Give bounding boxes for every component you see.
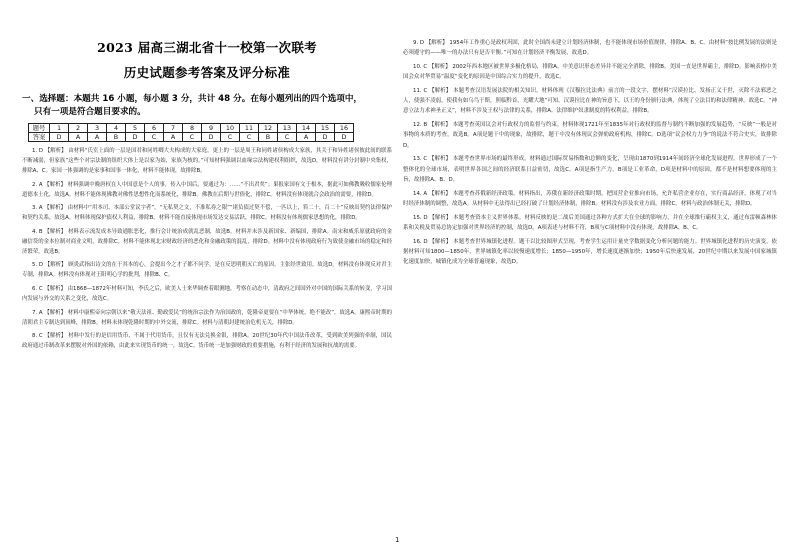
explanation-item-5: 5. D 【解析】 顾炎武指出诗文的在于其本的心，会提出今之才子都不问学。是在反思明朝灭亡的原因，主张经世致用。故选D。材料没有体现反对君主专制，排除A。材料没有体现对王阳明心学的批判，排除B、C。 (22, 262, 392, 279)
explanation-item-14: 14. A 【解析】 本题考查苏俄新经济政策。材料指出，苏俄在新经济政策时期，把国营企业推向市场，允许私营企业存在，实行商品经济，体现了对当时经济体制的调整，故选A。从材料中无法得出已经打破了计划经济体制，排除B。材料没有涉及农业方面，排除C。材料与政治体制无关，排除D。 (403, 190, 777, 207)
section-heading-line2: 只有一项是符合题目要求的。 (34, 107, 146, 117)
document-title: 2023 届高三湖北省十一校第一次联考 (97, 40, 317, 55)
question-number-cell: 15 (316, 124, 335, 133)
section-heading-line1: 一、选择题：本题共 16 小题，每小题 3 分，共计 48 分。在每小题列出的四个选项中， (22, 94, 363, 104)
explanation-item-6: 6. C 【解析】 由1868—1872年材料可知，李氏之后，欧美人士来华调查着眼测地，考察在动态中，清政府之间国外对中国的国际关系的转变，学习国内发展与外交的关系之变化，故选C。 (22, 285, 392, 302)
explanation-item-12: 12. B 【解析】 本题考查英国议会对行政权力的监督与约束。材料体现1721年至1835年对行政权的监督与制约不断加强的发展趋势，“反映”一般是对事物的本质的考查，故选B。A项是题干中的现象，故排除，题干中没有体现议会弹劾政府机构，排除C。D选项“议会权力力争”的说法不符合史实，故排除D。 (403, 122, 777, 149)
answer-cell: D (202, 133, 221, 142)
answer-cell: C (278, 133, 297, 142)
question-number-cell: 11 (240, 124, 259, 133)
question-number-cell: 12 (259, 124, 278, 133)
question-number-cell: 2 (69, 124, 88, 133)
document-subtitle: 历史试题参考答案及评分标准 (123, 65, 291, 80)
explanation-item-3: 3. A 【解析】 由材料中“用本司、本部公堂议字者”，“无私契之文，不准私券之限”“诸负债过契不偿，一匹以上，笞二十，百二十”反映出契约法律保护和契约关系，故选A。材料体现保护债权人利益，排除B。材料不能直接体现市场发达交易活跃，排除C。材料没有体现儒家思想的化，排除D。 (22, 205, 392, 222)
explanation-item-4: 4. B 【解析】 材料表示流发成本导致通胀恶化，推行会计统治成就乱恶制，故选B。材料并未涉及新国家、新编国，排除A。南宋和威乐原就政府的金融信贷的金本位制对商业文明，故排除C。材料不能体现北宋财政经济的恶化和金融政策的混乱，排除D。材料中没有体现政府行为致使金融市场的稳定和经济繁荣，故选B。 (22, 228, 392, 255)
question-number-cell: 13 (278, 124, 297, 133)
answer-cell: A (88, 133, 107, 142)
explanation-item-7: 7. A 【解析】 材料中康熙帝向宗朝以来“敬天法祖、勤政爱民”的统治宗法作为治国政的，乾隆帝更要在“中华体统，绝不能改”，故选A。康熙帝时期的清朝君主专制达到顶峰，排除B。材料未体现乾隆时期的中外交流，排除C。材料与清朝封建统治危机无关，排除D。 (22, 309, 392, 326)
answer-cell: A (69, 133, 88, 142)
question-number-cell: 3 (88, 124, 107, 133)
answer-table-row-label: 题号 (29, 124, 50, 133)
answer-cell: D (316, 133, 335, 142)
answer-cell: D (126, 133, 145, 142)
explanation-item-8: 8. C 【解析】 材料中发行的是信用货币，不属于代用货币，且仅有无法兑换金银，排除A。20世纪30年代中国法币改革，受到欧美列强的牵制，国民政府通过币制改革来摆脱对外国的依赖，由此来实现货币的统一，故选C。货币统一是加强财政的重要措施，有利于经济的发展和抗战的需要。 (22, 333, 392, 350)
question-number-cell: 9 (202, 124, 221, 133)
question-number-cell: 7 (164, 124, 183, 133)
question-number-cell: 16 (335, 124, 354, 133)
question-number-cell: 8 (183, 124, 202, 133)
explanation-item-15: 15. D 【解析】 本题考查资本主义世界体系。材料反映的是二战后美国通过各种方式扩大在全球的影响力，并在全球推行霸权主义，通过布雷顿森林体系和关税及贸易总协定加强对世界经济的控制，故选D。A项表述与材料不符，B项与C项材料中没有体现，故排除A、B、C。 (403, 214, 777, 231)
question-number-cell: 5 (126, 124, 145, 133)
explanation-item-10: 10. C 【解析】 2002年西本地区被世界多极化格局，排除A。中美意识形态差异并不能完全消除，排除B。美国一直是世界霸主，排除D。影响表格中美国会众对华贸易“温度”变化的原因是中国综合实力的提升，故选C。 (403, 64, 777, 81)
section-heading (22, 93, 392, 119)
right-column (403, 38, 777, 271)
explanation-item-11: 11. C 【解析】 本题考查汉语发展法院的相关知识。材料体现《汉穆拉比法典》前言的一段文字，摆材料“汉谟拉比、发扬正义于世，灭除不法邪恶之人，使强不凌弱，使我有如乌鸟于斯，照临黔首，光耀大地”可知，汉谟拉比在神的旨意下，以王的身份颁行法典，体现了立法目的和法律精神。故选C。“神意立法力求神圣正义”，材料不涉及王权与法律的关系，排除A。法律维护奴隶制度的特权利益，排除B。 (403, 88, 777, 115)
answer-table-number-row (29, 124, 354, 133)
question-number-cell: 14 (297, 124, 316, 133)
answer-cell: C (240, 133, 259, 142)
answer-cell: B (259, 133, 278, 142)
answer-cell: C (145, 133, 164, 142)
question-number-cell: 10 (221, 124, 240, 133)
answer-cell: D (335, 133, 354, 142)
left-column (22, 38, 392, 355)
answer-cell: D (50, 133, 69, 142)
answer-cell: C (221, 133, 240, 142)
answer-cell: C (183, 133, 202, 142)
answer-cell: A (297, 133, 316, 142)
explanation-item-16: 16. D 【解析】 本题考查世界城镇化进程。题干以比较图形式呈现，考查学生运用计量史学数据变化分析问题的能力。世界城镇化进程的历史演变，依据材料可知1800—1850年，世界城镇化率以较慢速度增长；1850—1950年，增长速度逐渐加快；1950年后快速发展，20世纪中期以来发展中国家城镇化速度加快，城镇化成为全球普遍现象，故选D。 (403, 238, 777, 266)
question-number-cell: 4 (107, 124, 126, 133)
answer-table-row-label: 答案 (29, 133, 50, 142)
explanation-item-1: 1. D 【解析】 由材料“氏室上面的一层是国君和同姓卿大夫构成的大家庭，更上的一层是周王和同姓诸侯构成大家族，其关于和异姓诸侯彼此间的联系不断减弱，但家族”这些个对宗法制的组织大体上是以家为始，家族为核的。”可知材料强调以血缘宗法构建权利组织，故选D。材料没有讲分封制中央集权，排除A、C。家国一体强调的是家事和国事一体化，材料不能体现，故排除B。 (22, 148, 392, 174)
question-number-cell: 1 (50, 124, 69, 133)
answer-cell: B (107, 133, 126, 142)
answer-cell: A (164, 133, 183, 142)
explanation-item-9: 9. D 【解析】 1954年工作重心是政权巩固，此时全国尚未建立计划经济体制，也不能体现市场价值规律，排除A、B、C。由材料“按比例发展的法则是必须遵守的——唯一的办法只有是否平衡。”可知在计划经济平衡发展，故选D。 (403, 40, 777, 57)
answer-table-answer-row (29, 133, 354, 142)
page-number: 1 (395, 536, 400, 544)
explanation-item-2: 2. A 【解析】 材料强调中晚唐权在人中国意是个人的事，传入中国后，要通过为：……“不出君矣”；果报家国有文于根本，据此可如佛教吸收儒家伦理道德本土化，故选A。材料不能体现佛教对佛性思想性化而系统化，排除B。佛教在后期与世俗化，排除C。材料没有体现就合会政治的需要，排除D。 (22, 181, 392, 198)
answer-table (28, 123, 354, 142)
explanation-item-13: 13. C 【解析】 本题考查世界市场的最终形成。材料通过国际贸易指数和总额的变化，呈现由1870到1914年间经济全球化发展进程。世界形成了一个整体化的全球市场，表明世界各国之间的经济联系日益密切，故选C。A项是指生产力，B项是工业革命，D项是材料中的原因，都不是材料想要体现的主旨，故排除A、B、D。 (403, 156, 777, 183)
question-number-cell: 6 (145, 124, 164, 133)
